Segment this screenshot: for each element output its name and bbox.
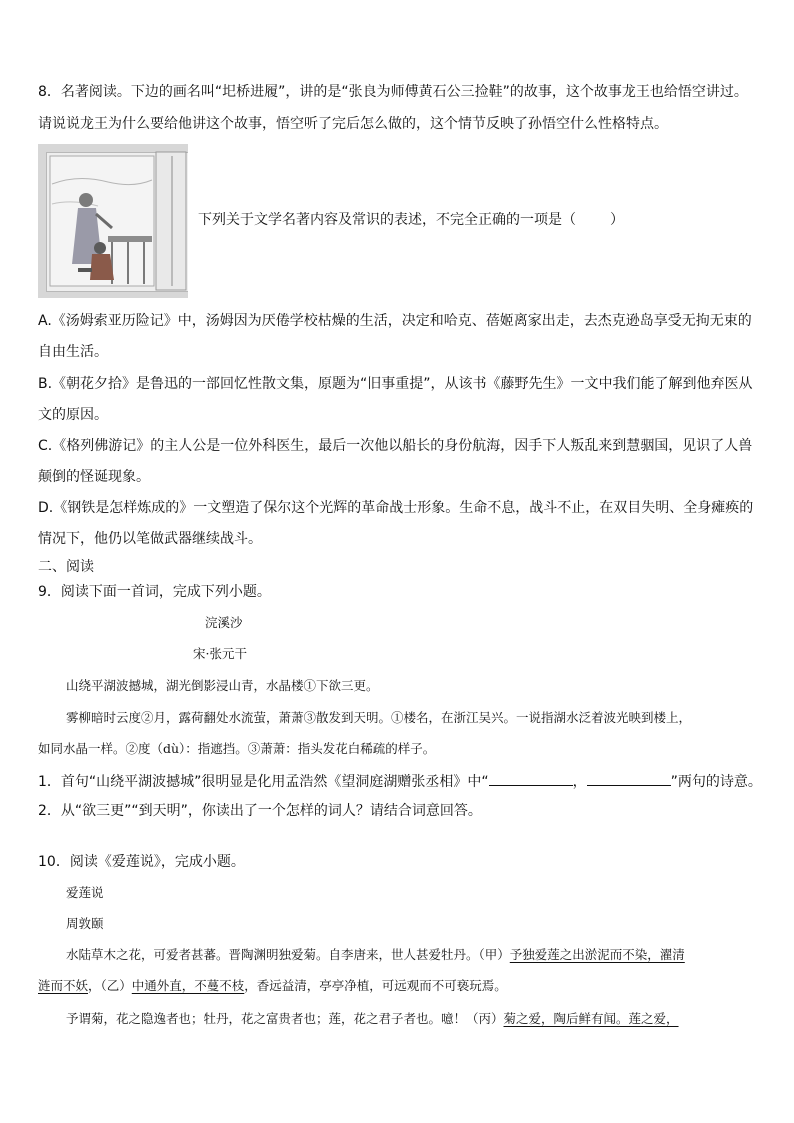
essay-p3-text: 予谓菊，花之隐逸者也；牡丹，花之富贵者也；莲，花之君子者也。噫！（丙） [66, 1011, 504, 1026]
poem-author: 宋·张元干 [193, 646, 247, 661]
q8-side-question [198, 211, 758, 229]
poem-body: 山绕平湖波撼城，湖光倒影浸山青，水晶楼①下欲三更。 [66, 678, 379, 693]
essay-p1-underlined: 予独爱莲之出淤泥而不染，濯清 [509, 947, 685, 962]
q9-sub1-comma: ， [572, 774, 587, 790]
option-d-line2: 情况下，他仍以笔做武器继续战斗。 [38, 531, 262, 547]
essay-p2-marker: ，（乙） [88, 978, 132, 993]
essay-paragraph-2 [38, 977, 758, 995]
section-heading: 二、阅读 [38, 559, 94, 575]
q9-intro: 9．阅读下面一首词，完成下列小题。 [38, 584, 271, 600]
q8-prompt-line2: 请说说龙王为什么要给他讲这个故事，悟空听了完后怎么做的，这个情节反映了孙悟空什么性格特点。 [38, 116, 668, 132]
option-c-line2: 颠倒的怪诞现象。 [38, 469, 150, 485]
option-a-line2: 自由生活。 [38, 344, 108, 360]
q9-sub1-end: ”两句的诗意。 [670, 774, 762, 790]
essay-p2-underlined-a: 涟而不妖 [38, 978, 89, 993]
q8-side-question-text: 下列关于文学名著内容及常识的表述，不完全正确的一项是（ [198, 212, 576, 228]
poem-title: 浣溪沙 [205, 615, 243, 630]
answer-blank-2[interactable] [587, 771, 671, 786]
q9-sub2: 2．从“欲三更”“到天明”，你读出了一个怎样的词人？请结合词意回答。 [38, 803, 482, 819]
option-d-line1: D.《钢铁是怎样炼成的》一文塑造了保尔这个光辉的革命战士形象。生命不息，战斗不止，在双目失明、全身瘫痪的 [38, 500, 754, 516]
essay-p2-text: ，香远益清，亭亭净植，可远观而不可亵玩焉。 [244, 978, 507, 993]
essay-title: 爱莲说 [66, 885, 104, 900]
essay-p1-text: 水陆草木之花，可爱者甚蕃。晋陶渊明独爱菊。自李唐来，世人甚爱牡丹。（甲） [66, 947, 510, 962]
scholar-painting-illustration [38, 144, 196, 298]
essay-p3-underlined: 菊之爱，陶后鲜有闻。莲之爱， [503, 1011, 679, 1026]
poem-notes-line1: 雾柳暗时云度②月，露荷翻处水流萤，萧萧③散发到天明。①楼名，在浙江吴兴。一说指湖水泛着波光映到楼上， [66, 710, 692, 725]
q9-sub1-text: 1．首句“山绕平湖波撼城”很明显是化用孟浩然《望洞庭湖赠张丞相》中“ [38, 774, 489, 790]
option-a-line1: A.《汤姆索亚历险记》中，汤姆因为厌倦学校枯燥的生活，决定和哈克、蓓姬离家出走，去杰克逊岛享受无拘无束的 [38, 313, 752, 329]
q10-intro: 10．阅读《爱莲说》，完成小题。 [38, 854, 245, 870]
q8-prompt-line1: 8．名著阅读。下边的画名叫“圯桥进履”，讲的是“张良为师傅黄石公三捡鞋”的故事，这个故事龙王也给悟空讲过。 [38, 84, 748, 100]
option-c-line1: C.《格列佛游记》的主人公是一位外科医生，最后一次他以船长的身份航海，因手下人叛乱来到慧骃国，见识了人兽 [38, 438, 753, 454]
q8-side-question-close: ） [610, 212, 624, 228]
q9-sub1 [38, 771, 762, 791]
essay-author: 周敦颐 [66, 916, 104, 931]
option-b-line1: B.《朝花夕拾》是鲁迅的一部回忆性散文集，原题为“旧事重提”，从该书《藤野先生》一文中我们能了解到他弃医从 [38, 376, 753, 392]
essay-paragraph-3 [66, 1010, 758, 1028]
illustration-drawing [38, 144, 196, 298]
option-b-line2: 文的原因。 [38, 407, 108, 423]
essay-p2-underlined-b: 中通外直，不蔓不枝 [131, 978, 245, 993]
essay-paragraph-1 [66, 946, 758, 964]
answer-blank-1[interactable] [489, 771, 573, 786]
poem-notes-line2: 如同水晶一样。②度（dù）：指遮挡。③萧萧：指头发花白稀疏的样子。 [38, 741, 436, 756]
